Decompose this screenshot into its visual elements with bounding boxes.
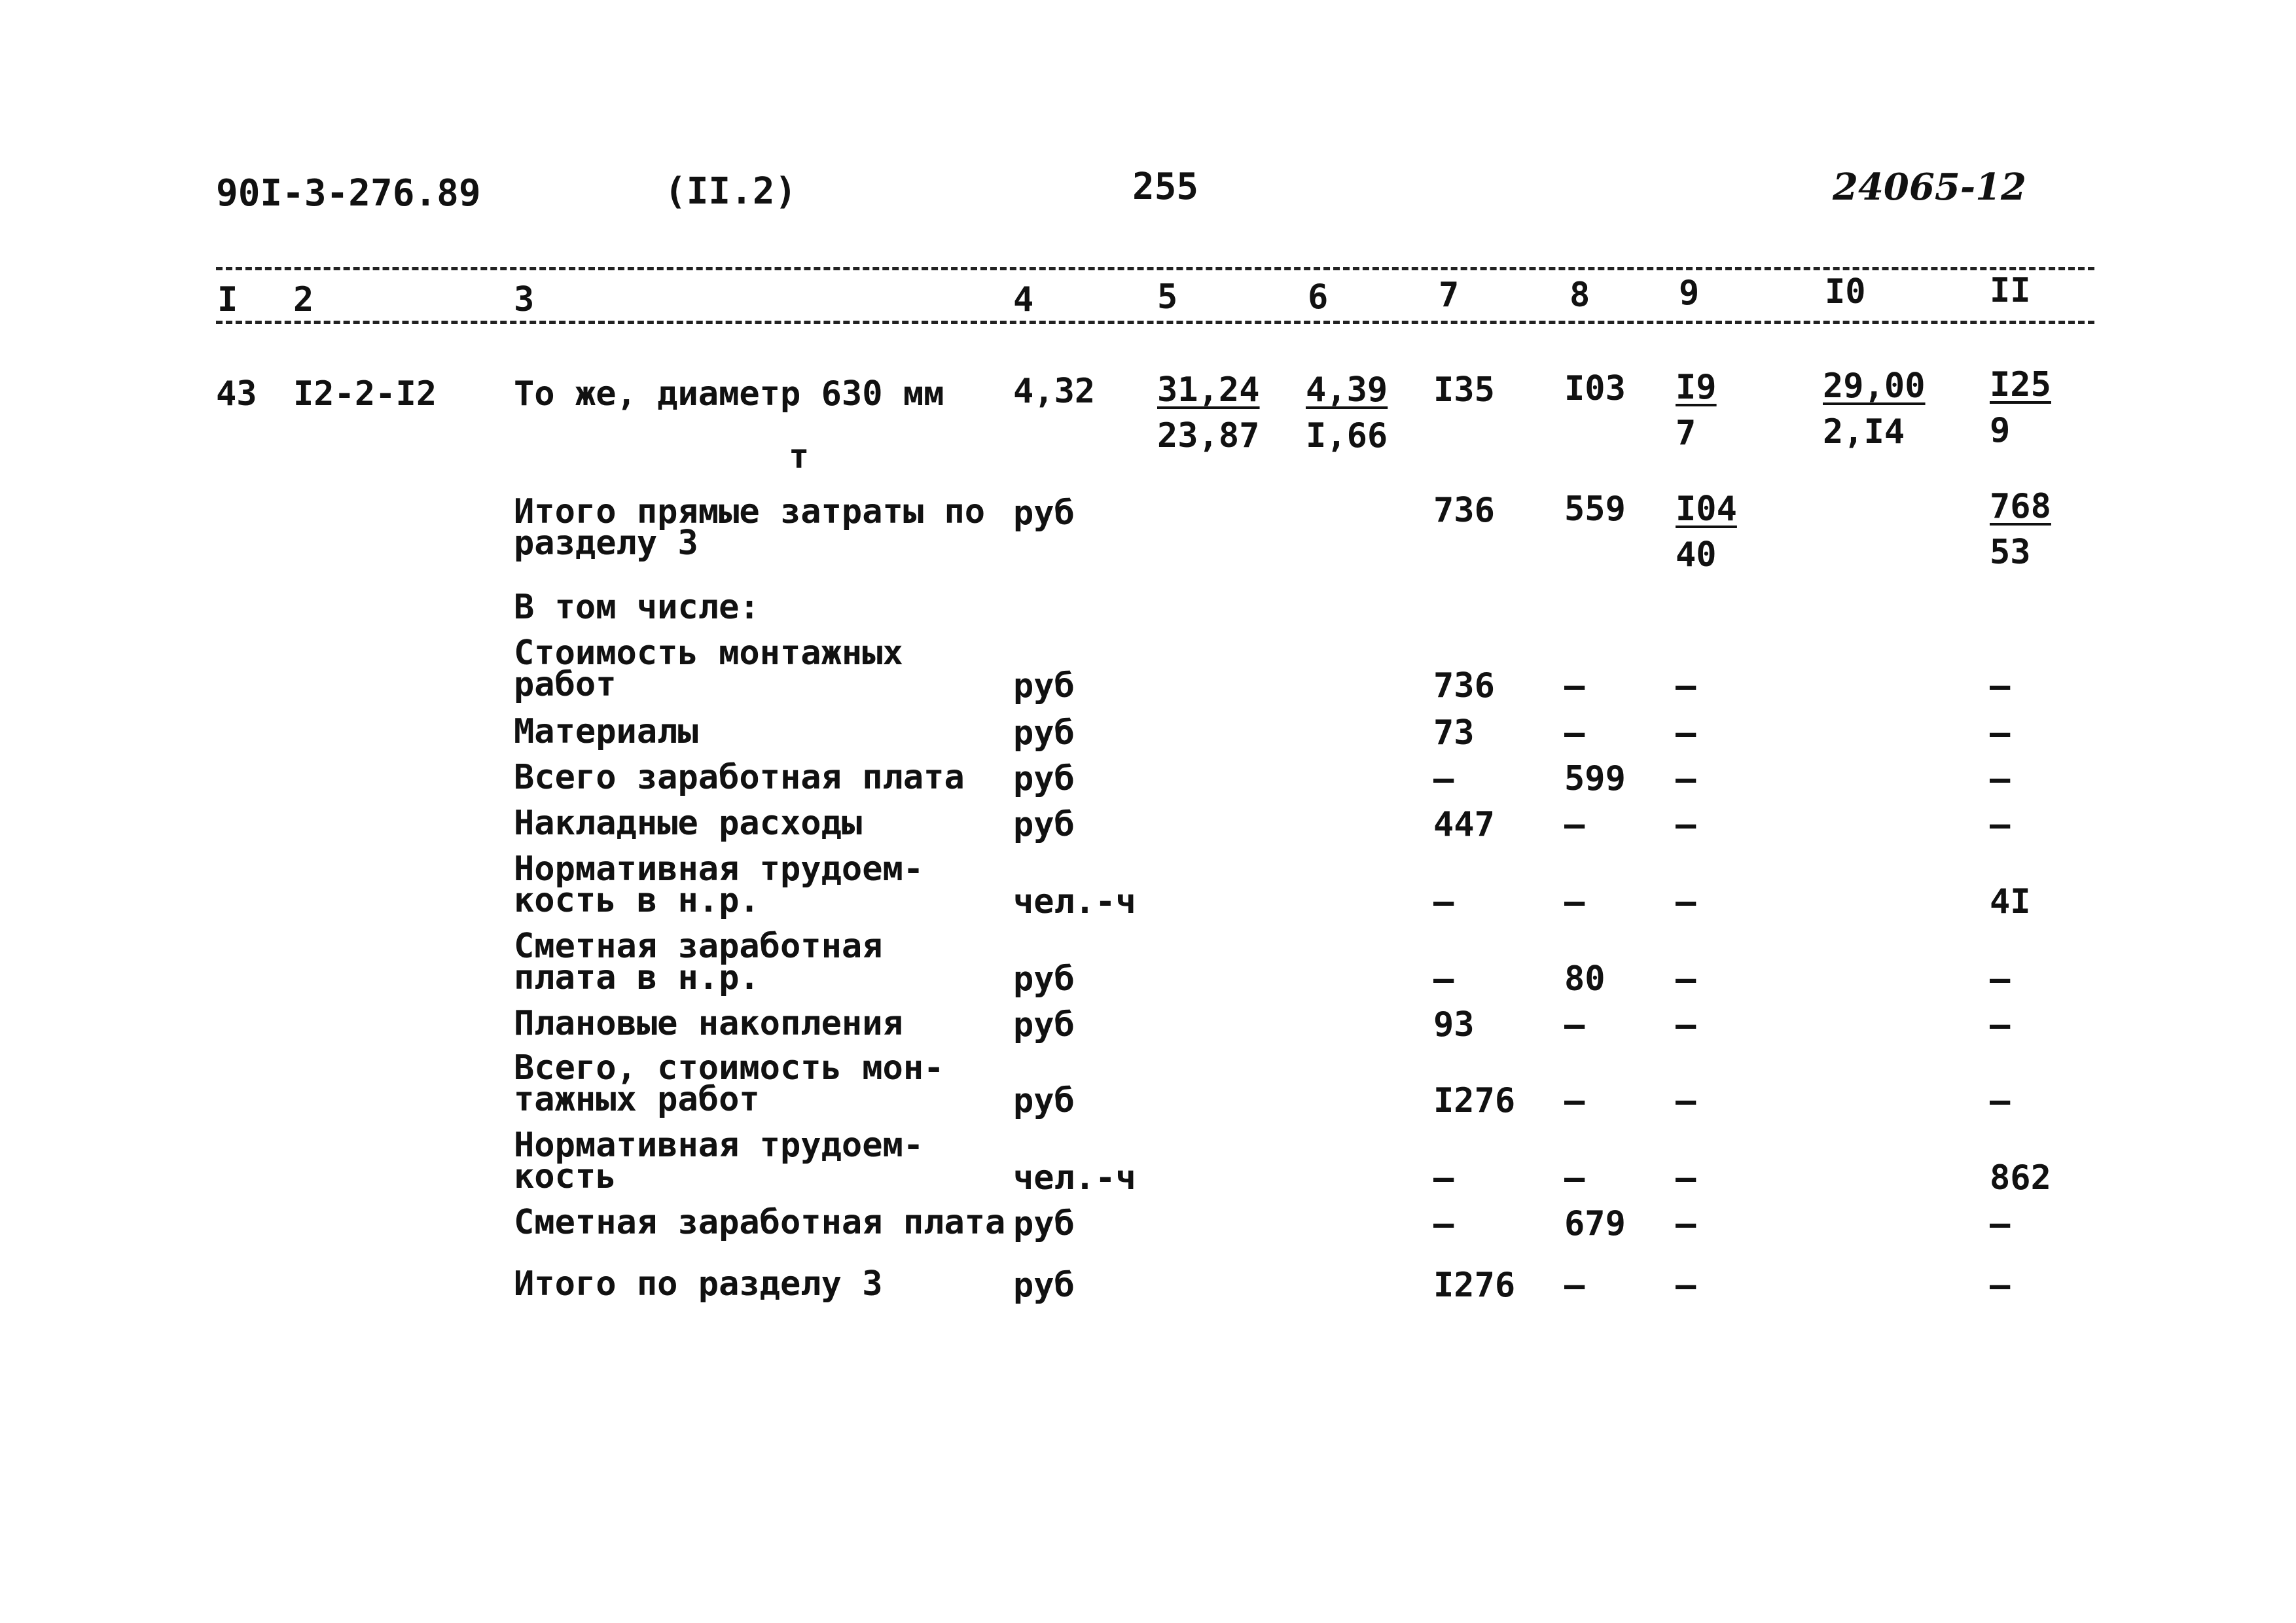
- row-description-line1: Итого по разделу 3: [514, 1264, 883, 1304]
- row-col7: 93: [1433, 1005, 1475, 1044]
- row-description-line1: Нормативная трудоем-: [514, 849, 924, 889]
- total-direct-label-line1: Итого прямые затраты по: [514, 492, 986, 531]
- section-number: (II.2): [664, 170, 797, 213]
- row-unit: руб: [1013, 1081, 1075, 1120]
- row-description-line1: Материалы: [514, 712, 698, 751]
- row-unit: чел.-ч: [1013, 1158, 1136, 1198]
- total-direct-col11-bottom: 53: [1990, 533, 2031, 572]
- row-unit: руб: [1013, 666, 1075, 705]
- item-col7: I35: [1433, 370, 1495, 410]
- item-col9-bottom: 7: [1676, 414, 1696, 453]
- column-header: II: [1990, 271, 2031, 310]
- row-col11: –: [1990, 805, 2011, 844]
- row-col7: –: [1433, 959, 1454, 999]
- total-direct-col11-top: 768: [1990, 487, 2051, 526]
- row-col8: –: [1564, 1081, 1585, 1120]
- column-header: 4: [1013, 280, 1034, 319]
- item-col5-top: 31,24: [1157, 370, 1260, 410]
- row-col9: –: [1676, 666, 1696, 705]
- row-unit: руб: [1013, 759, 1075, 798]
- row-col8: –: [1564, 1266, 1585, 1305]
- row-col7: –: [1433, 1204, 1454, 1243]
- row-col7: –: [1433, 882, 1454, 921]
- column-header: I: [217, 280, 238, 319]
- row-col9: –: [1676, 805, 1696, 844]
- row-col7: 73: [1433, 713, 1475, 753]
- row-col7: –: [1433, 759, 1454, 798]
- item-description: То же, диаметр 630 мм: [514, 374, 944, 414]
- row-description-line2: кость в н.р.: [514, 881, 760, 920]
- column-header: 8: [1570, 276, 1590, 315]
- row-col7: –: [1433, 1158, 1454, 1198]
- row-description: [514, 633, 903, 704]
- row-col11: –: [1990, 1005, 2011, 1044]
- row-description: [514, 1203, 1006, 1242]
- row-description-line2: плата в н.р.: [514, 958, 760, 997]
- item-number: 43: [216, 374, 257, 414]
- row-unit: руб: [1013, 959, 1075, 999]
- column-header: I0: [1825, 272, 1866, 312]
- item-col9-top: I9: [1676, 368, 1717, 407]
- total-direct-unit: руб: [1013, 493, 1075, 533]
- total-direct-col9-bottom: 40: [1676, 535, 1717, 575]
- row-col11: –: [1990, 1081, 2011, 1120]
- row-col9: –: [1676, 759, 1696, 798]
- item-col6-top: 4,39: [1306, 370, 1388, 410]
- document-code: 90I-3-276.89: [216, 172, 481, 215]
- item-col11-top: I25: [1990, 365, 2051, 404]
- total-direct-col9-top: I04: [1676, 490, 1737, 529]
- including-label: В том числе:: [514, 588, 760, 627]
- total-direct-col7: 736: [1433, 491, 1495, 530]
- row-description: [514, 927, 883, 997]
- item-col11-bottom: 9: [1990, 411, 2011, 450]
- row-description-line1: Всего, стоимость мон-: [514, 1048, 944, 1088]
- row-unit: руб: [1013, 805, 1075, 844]
- item-col10-top: 29,00: [1823, 366, 1926, 406]
- item-col5-bottom: 23,87: [1157, 416, 1260, 455]
- row-col8: –: [1564, 882, 1585, 921]
- row-col11: –: [1990, 1266, 2011, 1305]
- total-direct-col8: 559: [1564, 490, 1626, 529]
- row-description-line1: Накладные расходы: [514, 804, 863, 843]
- row-description: [514, 1004, 903, 1043]
- row-col11: 862: [1990, 1158, 2051, 1198]
- item-unit: т: [789, 437, 810, 476]
- column-header: 2: [293, 280, 314, 319]
- row-col8: 80: [1564, 959, 1605, 999]
- row-col8: –: [1564, 713, 1585, 753]
- row-description: [514, 1126, 924, 1196]
- total-direct-label: [514, 492, 986, 563]
- row-col8: –: [1564, 1158, 1585, 1198]
- page-number: 255: [1132, 166, 1199, 208]
- header-top-rule: [216, 267, 2094, 270]
- row-description-line2: тажных работ: [514, 1080, 760, 1119]
- column-header: 3: [514, 280, 535, 319]
- row-description: [514, 712, 698, 751]
- row-description: [514, 804, 863, 843]
- item-col10-bottom: 2,I4: [1823, 412, 1905, 452]
- total-direct-label-line2: разделу 3: [514, 524, 698, 563]
- row-description-line1: Стоимость монтажных: [514, 633, 903, 673]
- row-col11: –: [1990, 713, 2011, 753]
- row-description: [514, 1048, 944, 1119]
- row-col9: –: [1676, 1204, 1696, 1243]
- row-col11: 4I: [1990, 882, 2031, 921]
- row-col9: –: [1676, 1158, 1696, 1198]
- row-col9: –: [1676, 882, 1696, 921]
- row-col11: –: [1990, 759, 2011, 798]
- row-unit: руб: [1013, 713, 1075, 753]
- row-col7: 736: [1433, 666, 1495, 705]
- row-description: [514, 1264, 883, 1304]
- row-description-line2: кость: [514, 1157, 617, 1196]
- row-col7: I276: [1433, 1081, 1516, 1120]
- row-description-line1: Сметная заработная плата: [514, 1203, 1006, 1242]
- row-col9: –: [1676, 1005, 1696, 1044]
- row-col7: 447: [1433, 805, 1495, 844]
- row-unit: руб: [1013, 1005, 1075, 1044]
- row-col9: –: [1676, 959, 1696, 999]
- row-col8: –: [1564, 1005, 1585, 1044]
- row-col8: –: [1564, 805, 1585, 844]
- row-col8: –: [1564, 666, 1585, 705]
- row-description-line1: Плановые накопления: [514, 1004, 903, 1043]
- row-unit: руб: [1013, 1266, 1075, 1305]
- row-description: [514, 849, 924, 920]
- item-col4: 4,32: [1013, 372, 1096, 411]
- row-description-line1: Нормативная трудоем-: [514, 1126, 924, 1165]
- row-col9: –: [1676, 1081, 1696, 1120]
- row-unit: чел.-ч: [1013, 882, 1136, 921]
- row-description-line1: Сметная заработная: [514, 927, 883, 966]
- row-col11: –: [1990, 959, 2011, 999]
- column-header: 6: [1308, 277, 1329, 317]
- row-col11: –: [1990, 666, 2011, 705]
- row-col8: 599: [1564, 759, 1626, 798]
- row-col9: –: [1676, 713, 1696, 753]
- handwritten-code: 24065-12: [1833, 166, 2026, 209]
- row-col11: –: [1990, 1204, 2011, 1243]
- column-header: 7: [1439, 276, 1460, 315]
- item-col8: I03: [1564, 369, 1626, 408]
- row-description: [514, 758, 965, 797]
- row-unit: руб: [1013, 1204, 1075, 1243]
- row-col9: –: [1676, 1266, 1696, 1305]
- column-header: 5: [1157, 277, 1178, 317]
- header-bottom-rule: [216, 321, 2094, 324]
- row-col7: I276: [1433, 1266, 1516, 1305]
- column-header: 9: [1679, 274, 1700, 313]
- item-code: I2-2-I2: [293, 374, 437, 414]
- item-col6-bottom: I,66: [1306, 416, 1388, 455]
- row-description-line1: Всего заработная плата: [514, 758, 965, 797]
- row-description-line2: работ: [514, 665, 617, 704]
- row-col8: 679: [1564, 1204, 1626, 1243]
